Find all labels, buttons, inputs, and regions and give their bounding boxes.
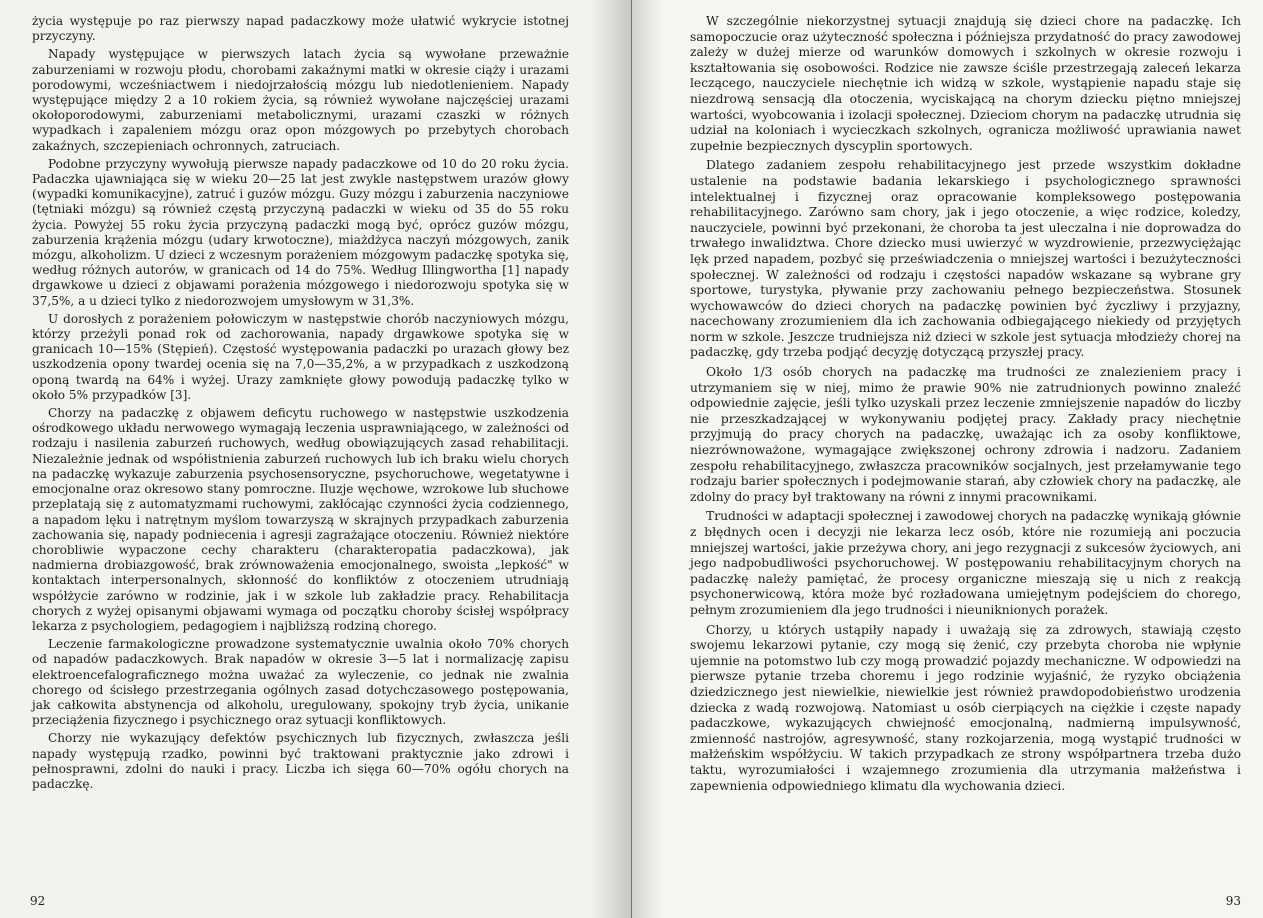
- right-paragraph-1: W szczególnie niekorzystnej sytuacji znajdują się dzieci chore na padaczkę. Ich samopoczucie oraz użyteczność społeczna i późniejsza przydatność do pracy zawodowej zależy w dużej mierze od warunków domowych i szkolnych w okresie rozwoju i kształtowania się osobowości. Rodzice nie zawsze ściśle przestrzegają zaleceń lekarza leczącego, nauczyciele niechętnie ich widzą w szkole, wystąpienie napadu staje się niezdrową sensacją dla otoczenia, wyciskającą na chorym dziecku piętno mniejszej wartości, wyobcowania i izolacji społecznej. Dzieciom chorym na padaczkę utrudnia się udział na koloniach i wycieczkach szkolnych, ogranicza możliwość uprawiania nawet zupełnie bezpiecznych dyscyplin sportowych.: [690, 14, 1241, 153]
- left-page-number: 92: [30, 894, 46, 908]
- left-paragraph-7: Chorzy nie wykazujący defektów psychicznych lub fizycznych, zwłaszcza jeśli napady występują rzadko, powinni być traktowani praktycznie jako zdrowi i pełnosprawni, zdolni do nauki i pracy. Liczba ich sięga 60—70% ogółu chorych na padaczkę.: [32, 731, 569, 791]
- left-paragraph-4: U dorosłych z porażeniem połowiczym w następstwie chorób naczyniowych mózgu, którzy przeżyli ponad rok od zachorowania, napady drgawkowe spotyka się w granicach 10—15% (Stępień). Częstość występowania padaczki po urazach głowy bez uszkodzenia opony twardej ocenia się na 7,0—35,2%, a w przypadkach z uszkodzoną oponą twardą na 64% i wyżej. Urazy zamknięte głowy powodują padaczkę tylko w około 5% przypadków [3].: [32, 311, 569, 402]
- right-paragraph-5: Chorzy, u których ustąpiły napady i uważają się za zdrowych, stawiają często swojemu lekarzowi pytanie, czy mogą się żenić, czy przebyta choroba nie wpłynie ujemnie na potomstwo lub czy mogą prowadzić pojazdy mechaniczne. W odpowiedzi na pierwsze pytanie trzeba choremu i jego rodzinie wyjaśnić, że ryzyko obciążenia dziedzicznego jest niewielkie, niewielkie jest również prawdopodobieństwo urodzenia dziecka z wadą rozwojową. Natomiast u osób cierpiących na ciężkie i częste napady padaczkowe, wykazujących chwiejność emocjonalną, nadmierną impulsywność, zmienność nastrojów, agresywność, stany rozkojarzenia, mogą wystąpić trudności w małżeńskim współżyciu. W takich przypadkach ze strony współpartnera trzeba dużo taktu, wyrozumiałości i wzajemnego zrozumienia dla utrzymania małżeństwa i zapewnienia odpowiedniego klimatu dla wychowania dzieci.: [690, 622, 1241, 793]
- left-paragraph-2: Napady występujące w pierwszych latach życia są wywołane przeważnie zaburzeniami w rozwoju płodu, chorobami zakaźnymi matki w okresie ciąży i urazami porodowymi, wcześniactwem i niedojrzałością mózgu lub niedotlenieniem. Napady występujące między 2 a 10 rokiem życia, są również wywołane najczęściej urazami okołoporodowymi, zaburzeniami metabolicznymi, urazami czaszki w różnych wypadkach i zapaleniem mózgu oraz opon mózgowych po przebytych chorobach zakaźnych, szczepieniach ochronnych, zatruciach.: [32, 47, 569, 153]
- left-paragraph-1: życia występuje po raz pierwszy napad padaczkowy może ułatwić wykrycie istotnej przyczyny.: [32, 14, 569, 44]
- left-paragraph-5: Chorzy na padaczkę z objawem deficytu ruchowego w następstwie uszkodzenia ośrodkowego układu nerwowego wymagają leczenia usprawniającego, w zależności od rodzaju i nasilenia zaburzeń ruchowych, według obowiązujących zasad rehabilitacji. Niezależnie jednak od współistnienia zaburzeń ruchowych lub ich braku wielu chorych na padaczkę wykazuje zaburzenia psychosensoryczne, psychoruchowe, wegetatywne i emocjonalne oraz okresowo stany pomroczne. Iluzje węchowe, wzrokowe lub słuchowe przeplatają się z automatyzmami ruchowymi, zakłócając czynności życia codziennego, a napadom lęku i natrętnym myślom towarzyszą w skrajnych przypadkach zaburzenia zachowania się, napady podniecenia i agresji zagrażające otoczeniu. Również niektóre chorobliwie wypaczone cechy charakteru (charakteropatia padaczkowa), jak nadmierna drobiazgowość, brak zrównoważenia emocjonalnego, swoista „lepkość" w kontaktach interpersonalnych, skłonność do konfliktów z otoczeniem utrudniają współżycie zarówno w rodzinie, jak i w szkole lub zakładzie pracy. Rehabilitacja chorych z wyżej opisanymi objawami wymaga od początku choroby ścisłej współpracy lekarza z psychologiem, pedagogiem i najbliższą rodziną chorego.: [32, 406, 569, 633]
- right-page: [632, 0, 1263, 918]
- right-paragraph-2: Dlatego zadaniem zespołu rehabilitacyjnego jest przede wszystkim dokładne ustalenie na podstawie badania lekarskiego i psychologicznego sprawności intelektualnej i fizycznej oraz opracowanie kompleksowego postępowania rehabilitacyjnego. Zarówno sam chory, jak i jego otoczenie, a więc rodzice, koledzy, nauczyciele, powinni być przekonani, że choroba ta jest uleczalna i nie doprowadza do trwałego inwalidztwa. Chore dziecko musi uwierzyć w wyzdrowienie, przezwyciężając lęk przed napadem, pozbyć się przeświadczenia o mniejszej wartości i bezużyteczności społecznej. W zależności od rodzaju i częstości napadów wskazane są wybrane gry sportowe, turystyka, pływanie przy zachowaniu pełnego bezpieczeństwa. Stosunek wychowawców do dzieci chorych na padaczkę powinien być życzliwy i przyjazny, nacechowany zrozumieniem dla ich zachowania odbiegającego niekiedy od przyjętych norm w szkole. Jeszcze trudniejsza niż dzieci w szkole jest sytuacja młodzieży chorej na padaczkę, gdy trzeba podjąć decyzję dotyczącą przyszłej pracy.: [690, 158, 1241, 360]
- right-paragraph-4: Trudności w adaptacji społecznej i zawodowej chorych na padaczkę wynikają głównie z błędnych ocen i decyzji nie lekarza lecz osób, które nie rozumieją ani poczucia mniejszej wartości, jakie przeżywa chory, ani jego rezygnacji z sukcesów życiowych, ani jego nadpobudliwości psychoruchowej. W postępowaniu rehabilitacyjnym chorych na padaczkę należy pamiętać, że procesy organiczne mieszają się u nich z reakcją psychonerwicową, która może być rozładowana umiejętnym podejściem do chorego, pełnym zrozumieniem dla jego trudności i nieuniknionych porażek.: [690, 509, 1241, 617]
- left-paragraph-3: Podobne przyczyny wywołują pierwsze napady padaczkowe od 10 do 20 roku życia. Padaczka ujawniająca się w wieku 20—25 lat jest zwykle następstwem urazów głowy (wypadki komunikacyjne), zatruć i guzów mózgu. Guzy mózgu i zaburzenia naczyniowe (tętniaki mózgu) są również częstą przyczyną padaczki w wieku od 35 do 55 roku życia. Powyżej 55 roku życia przyczyną padaczki mogą być, oprócz guzów mózgu, zaburzenia krążenia mózgu (udary krwotoczne), miażdżyca naczyń mózgowych, zanik mózgu, alkoholizm. U dzieci z wczesnym porażeniem mózgowym padaczkę spotyka się, według różnych autorów, w granicach od 14 do 75%. Według Illingwortha [1] napady drgawkowe u dzieci z objawami porażenia mózgowego i niedorozwoju spotyka się w 37,5%, a u dzieci tylko z niedorozwojem umysłowym w 31,3%.: [32, 156, 569, 308]
- left-page: [0, 0, 631, 918]
- right-page-number: 93: [1225, 894, 1241, 908]
- left-paragraph-6: Leczenie farmakologiczne prowadzone systematycznie uwalnia około 70% chorych od napadów padaczkowych. Brak napadów w okresie 3—5 lat i normalizację zapisu elektroencefalograficznego można uważać za wyleczenie, co jednak nie zwalnia chorego od ścisłego przestrzegania ogólnych zasad dotychczasowego postępowania, jak całkowita abstynencja od alkoholu, uregulowany, spokojny tryb życia, unikanie przeciążenia fizycznego i psychicznego oraz sytuacji konfliktowych.: [32, 637, 569, 728]
- right-paragraph-3: Około 1/3 osób chorych na padaczkę ma trudności ze znalezieniem pracy i utrzymaniem się w niej, mimo że prawie 90% nie zatrudnionych powinno znaleźć odpowiednie zajęcie, jeśli tylko uzyskali przez leczenie zmniejszenie napadów do liczby nie przeszkadzającej w wykonywaniu podjętej pracy. Zakłady pracy niechętnie przyjmują do pracy chorych na padaczkę, uważając ich za osoby konfliktowe, niezrównoważone, wymagające zwiększonej ochrony zdrowia i nadzoru. Zadaniem zespołu rehabilitacyjnego, zwłaszcza pracowników socjalnych, jest przełamywanie tego rodzaju barier społecznych i podejmowanie starań, aby człowiek chory na padaczkę, ale zdolny do pracy był traktowany na równi z innymi pracownikami.: [690, 365, 1241, 504]
